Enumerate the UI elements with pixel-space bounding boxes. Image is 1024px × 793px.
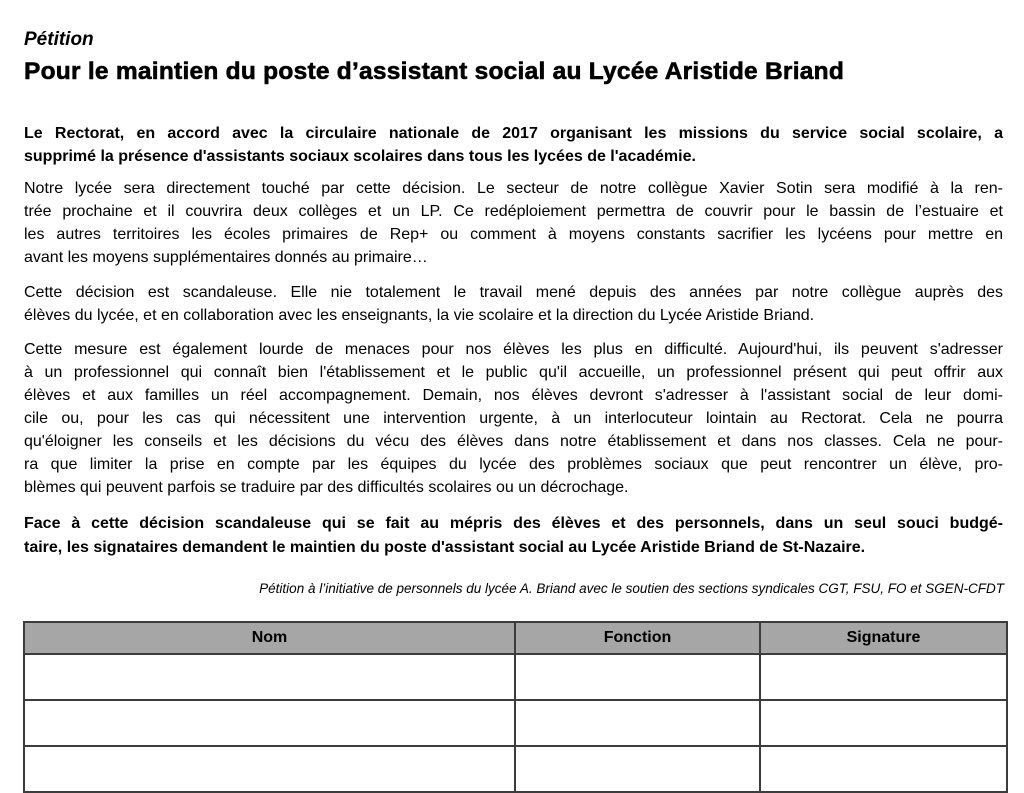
nom-cell[interactable] xyxy=(24,700,515,746)
column-header-fonction: Fonction xyxy=(515,622,760,654)
paragraph-line: ra que limiter la prise en compte par les équipes du lycée des problèmes sociaux que peut rencontrer un élève, pro- xyxy=(24,456,1003,473)
paragraph-line: avant les moyens supplémentaires donnés au primaire… xyxy=(24,249,428,266)
conclusion-line: Face à cette décision scandaleuse qui se fait au mépris des élèves et des personnels, dans un seul souci budgé- xyxy=(24,515,1003,532)
table-row xyxy=(24,700,1007,746)
column-header-signature: Signature xyxy=(760,622,1007,654)
paragraph-line: à un professionnel qui connaît bien l'établissement et le public qu'il accueille, un professionnel présent qui peut offrir aux xyxy=(24,364,1003,381)
fonction-cell[interactable] xyxy=(515,746,760,792)
paragraph-line: élèves du lycée, et en collaboration avec les enseignants, la vie scolaire et la direction du Lycée Aristide Briand. xyxy=(24,307,815,324)
nom-cell[interactable] xyxy=(24,654,515,700)
signature-cell[interactable] xyxy=(760,654,1007,700)
intro-line: supprimé la présence d'assistants sociaux scolaires dans tous les lycées de l'académie. xyxy=(24,148,696,165)
paragraph-line: blèmes qui peuvent parfois se traduire par des difficultés scolaires ou un décrochage. xyxy=(24,479,629,496)
paragraph-line: qu'éloigner les conseils et les décisions du vécu des élèves dans notre établissement et dans nos classes. Cela ne pour- xyxy=(24,433,1003,450)
table-row xyxy=(24,654,1007,700)
paragraph-line: cile ou, pour les cas qui nécessitent une intervention urgente, à un interlocuteur lointain au Rectorat. Cela ne pourra xyxy=(24,410,1003,427)
petition-credit: Pétition à l’initiative de personnels du lycée A. Briand avec le soutien des sections syndicales CGT, FSU, FO et SGEN-CFDT xyxy=(259,581,1004,596)
paragraph-line: Cette décision est scandaleuse. Elle nie totalement le travail mené depuis des années par notre collègue auprès des xyxy=(24,284,1003,301)
signature-table xyxy=(23,621,1008,793)
paragraph-line: Notre lycée sera directement touché par cette décision. Le secteur de notre collègue Xavier Sotin sera modifié à la ren- xyxy=(24,180,1003,197)
intro-line: Le Rectorat, en accord avec la circulaire nationale de 2017 organisant les missions du service social scolaire, a xyxy=(24,125,1003,142)
column-header-nom: Nom xyxy=(24,622,515,654)
table-header-row xyxy=(24,622,1007,654)
fonction-cell[interactable] xyxy=(515,700,760,746)
signature-cell[interactable] xyxy=(760,700,1007,746)
conclusion-line: taire, les signataires demandent le maintien du poste d'assistant social au Lycée Aristide Briand de St-Nazaire. xyxy=(24,539,866,556)
document-kicker: Pétition xyxy=(24,29,94,50)
paragraph-line: les autres territoires les écoles primaires de Rep+ ou comment à moyens constants sacrifier les lycéens pour mettre en xyxy=(24,226,1003,243)
fonction-cell[interactable] xyxy=(515,654,760,700)
paragraph-line: élèves et aux familles un réel accompagnement. Demain, nos élèves devront s'adresser à l'assistant social de leur domi- xyxy=(24,387,1003,404)
document-title: Pour le maintien du poste d’assistant social au Lycée Aristide Briand xyxy=(24,58,845,85)
paragraph-line: Cette mesure est également lourde de menaces pour nos élèves les plus en difficulté. Aujourd'hui, ils peuvent s'adresser xyxy=(24,341,1003,358)
signature-cell[interactable] xyxy=(760,746,1007,792)
nom-cell[interactable] xyxy=(24,746,515,792)
paragraph-line: trée prochaine et il couvrira deux collèges et un LP. Ce redéploiement permettra de couvrir pour le bassin de l’estuaire et xyxy=(24,203,1003,220)
table-row xyxy=(24,746,1007,792)
